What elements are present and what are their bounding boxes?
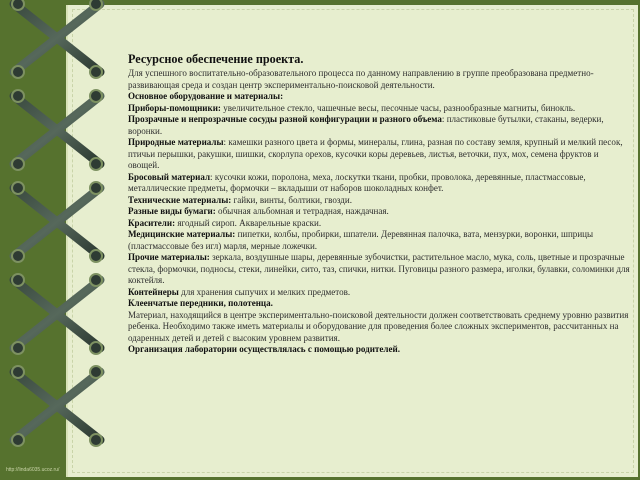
paragraph-heading: Бросовый материал <box>128 171 211 182</box>
paragraph <box>128 195 630 207</box>
eyelet <box>90 342 102 354</box>
eyelet <box>12 90 24 102</box>
paragraph-heading: Прочие материалы: <box>128 252 210 262</box>
eyelet <box>90 66 102 78</box>
paragraph <box>128 229 630 252</box>
paragraph <box>128 252 630 287</box>
paragraph-list <box>128 68 630 356</box>
paragraph-text: : кусочки кожи, поролона, меха, лоскутки ткани, пробки, проволока, деревянные, пластмассовые, металлические предметы, формочки – вкладыши от наборов шоколадных конфет. <box>128 171 586 193</box>
paragraph-heading: Технические материалы: <box>128 194 232 205</box>
paragraph-text: для хранения сыпучих и мелких предметов. <box>178 286 351 297</box>
paragraph <box>128 287 630 299</box>
eyelet <box>90 0 102 10</box>
paragraph <box>128 218 630 230</box>
paragraph-heading: Природные материалы <box>128 137 224 147</box>
paragraph-text: : камешки разного цвета и формы, минералы, глина, разная по составу земля, крупный и мелкий песок, птичьи перышки, ракушки, шишки, скорлупа орехов, кусочки коры деревьев, листья, веточки, пух, мох, семена фруктов и овощей. <box>128 137 623 170</box>
eyelet <box>90 250 102 262</box>
paragraph <box>128 344 630 356</box>
paragraph-heading: Организация лаборатории осуществлялась с помощью родителей. <box>128 344 400 354</box>
eyelet <box>90 366 102 378</box>
paragraph-heading: Контейнеры <box>128 286 179 297</box>
paragraph-heading: Приборы-помощники: <box>128 102 221 113</box>
eyelet <box>12 274 24 286</box>
paragraph-heading: Разные виды бумаги: <box>128 206 216 216</box>
paragraph-heading: Клеенчатые передники, полотенца. <box>128 298 273 308</box>
paragraph <box>128 206 630 218</box>
paragraph-text: гайки, винты, болтики, гвозди. <box>231 194 353 205</box>
paragraph <box>128 91 630 103</box>
eyelet <box>90 434 102 446</box>
document-text <box>128 52 630 356</box>
eyelet <box>90 182 102 194</box>
paragraph <box>128 114 630 137</box>
eyelet <box>12 342 24 354</box>
paragraph <box>128 103 630 115</box>
paragraph <box>128 68 630 91</box>
paragraph <box>128 298 630 310</box>
eyelet <box>12 182 24 194</box>
eyelet <box>12 66 24 78</box>
eyelet <box>90 90 102 102</box>
paragraph-heading: Основное оборудование и материалы: <box>128 91 284 101</box>
paragraph-text: ягодный сироп. Акварельные краски. <box>175 217 322 228</box>
paragraph-text: зеркала, воздушные шары, деревянные зубочистки, растительное масло, мука, соль, цветные и прозрачные стекла, формочки, подносы, стеки, линейки, сито, таз, спички, нитки. Пуговицы разного размера, иголки, булавки, соломинки для коктейля. <box>128 252 630 285</box>
paragraph <box>128 172 630 195</box>
eyelet <box>12 0 24 10</box>
footer-url: http://linda6035.ucoz.ru/ <box>6 467 60 473</box>
paragraph-text: пипетки, колбы, пробирки, шпатели. Деревянная палочка, вата, мензурки, воронки, шприцы (пластмассовые без игл) марля, мерные ложечки. <box>128 229 594 251</box>
paragraph-text: обычная альбомная и тетрадная, наждачная. <box>215 206 389 216</box>
paragraph-text: Для успешного воспитательно-образовательного процесса по данному направлению в группе преобразована предметно-развивающая среда и создан центр экспериментально-поисковой деятельности. <box>128 68 594 90</box>
paragraph-heading: Медицинские материалы: <box>128 229 236 239</box>
eyelet <box>12 366 24 378</box>
paragraph <box>128 310 630 345</box>
paragraph-heading: Прозрачные и непрозрачные сосуды разной конфигурации и разного объема <box>128 114 442 124</box>
eyelet <box>12 250 24 262</box>
paragraph-heading: Красители: <box>128 217 176 228</box>
paragraph-text: : пластиковые бутылки, стаканы, ведерки, воронки. <box>128 114 604 136</box>
lace-decoration <box>0 0 130 480</box>
paragraph-text: Материал, находящийся в центре экспериментально-поисковой деятельности должен соответствовать среднему уровню развития ребенка. Необходимо также иметь материалы и оборудование для проведения более сложных экспериментов, рассчитанных на одаренных детей и детей с высоким уровнем развития. <box>128 309 629 343</box>
paragraph-text: увеличительное стекло, чашечные весы, песочные часы, разнообразные магниты, бинокль. <box>220 102 576 113</box>
eyelet <box>12 434 24 446</box>
eyelet <box>90 158 102 170</box>
page-title: Ресурсное обеспечение проекта. <box>128 52 304 66</box>
paragraph <box>128 137 630 172</box>
eyelet <box>12 158 24 170</box>
eyelet <box>90 274 102 286</box>
